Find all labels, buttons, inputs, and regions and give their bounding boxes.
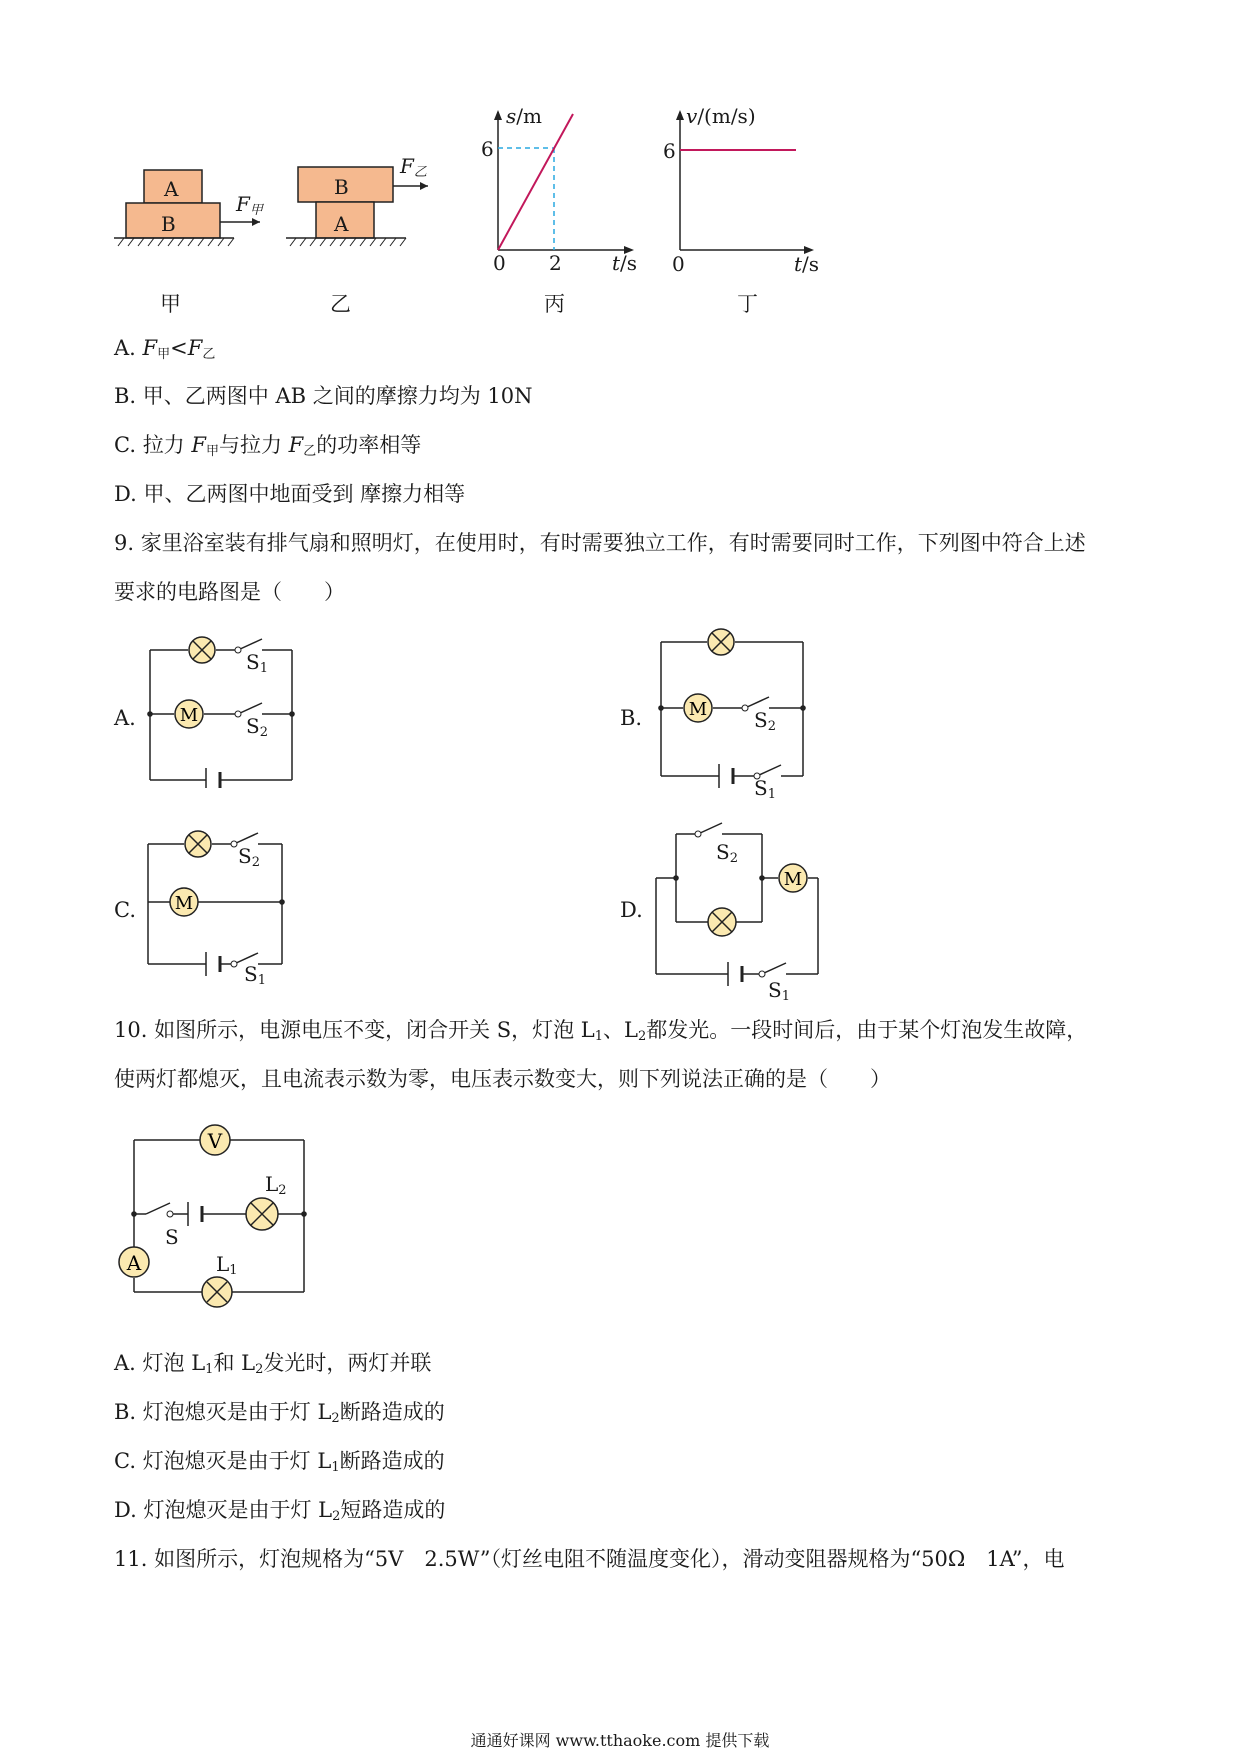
caption-yi: 乙 xyxy=(330,292,351,316)
q10-option-b: B. 灯泡熄灭是由于灯 $L_2$断路造成的 xyxy=(114,1400,445,1426)
q10-stem-line1: 10. 如图所示，电源电压不变，闭合开关 S，灯泡 $L_1$、$L_2$都发光。一段时间后，由于某个灯泡发生故障， xyxy=(114,1018,1088,1044)
graph-ding xyxy=(660,108,820,258)
q9-label-d: D. xyxy=(620,898,643,922)
y-tick: 6 xyxy=(663,139,676,163)
q9-stem-line1: 9. 家里浴室装有排气扇和照明灯，在使用时，有时需要独立工作，有时需要同时工作，下列图中符合上述 xyxy=(114,531,1086,555)
ammeter-label: A xyxy=(126,1251,142,1275)
axis-label-v: v/(m/s) xyxy=(686,104,756,128)
q9-label-a: A. xyxy=(114,706,136,730)
force-label-yi: $F_乙$ xyxy=(400,154,427,180)
q8-option-d: D. 甲、乙两图中地面受到 摩擦力相等 xyxy=(114,482,466,506)
switch-label-s1: $S_1$ xyxy=(768,978,790,1004)
switch-label-s2: $S_2$ xyxy=(716,840,738,866)
switch-label-s1: $S_1$ xyxy=(246,650,268,676)
q9-label-b: B. xyxy=(620,706,643,730)
switch-label-s2: $S_2$ xyxy=(238,844,260,870)
q9-circuit-b xyxy=(655,622,825,792)
force-label-jia: $F_甲$ xyxy=(236,192,263,218)
motor-label: M xyxy=(174,893,194,914)
q9-circuit-d xyxy=(650,810,830,1000)
q10-circuit xyxy=(112,1120,322,1320)
switch-label-s2: $S_2$ xyxy=(246,714,268,740)
q9-stem-line2: 要求的电路图是（ ） xyxy=(114,580,345,604)
q8-option-b: B. 甲、乙两图中 AB 之间的摩擦力均为 10N xyxy=(114,384,533,408)
switch-label-s1: $S_1$ xyxy=(244,962,266,988)
origin: 0 xyxy=(672,252,685,276)
q9-circuit-c xyxy=(140,822,310,982)
lamp1-label: $L_1$ xyxy=(216,1252,238,1278)
q9-circuit-a xyxy=(140,628,310,788)
block-label: A xyxy=(334,212,349,236)
voltmeter-label: V xyxy=(207,1129,223,1153)
q10-stem-line2: 使两灯都熄灭，且电流表示数为零，电压表示数变大，则下列说法正确的是（ ） xyxy=(114,1067,891,1091)
block-label: A xyxy=(164,177,179,201)
graph-bing xyxy=(480,108,640,258)
motor-label: M xyxy=(179,705,199,726)
axis-label-t: t/s xyxy=(612,251,638,275)
q10-option-a: A. 灯泡 $L_1$和 $L_2$发光时，两灯并联 xyxy=(114,1351,432,1377)
q10-option-d: D. 灯泡熄灭是由于灯 $L_2$短路造成的 xyxy=(114,1498,446,1524)
axis-label-s: s/m xyxy=(506,104,542,128)
q8-option-a: A. $F_甲<F_乙$ xyxy=(114,336,216,362)
lamp2-label: $L_2$ xyxy=(265,1172,287,1198)
caption-ding: 丁 xyxy=(737,292,758,316)
origin: 0 xyxy=(493,251,506,275)
switch-label-s1: $S_1$ xyxy=(754,776,776,802)
block-label: B xyxy=(334,175,349,199)
q11-stem-line1: 11. 如图所示，灯泡规格为“5V 2.5W”（灯丝电阻不随温度变化），滑动变阻器规格为“50Ω 1A”，电 xyxy=(114,1547,1065,1571)
q10-option-c: C. 灯泡熄灭是由于灯 $L_1$断路造成的 xyxy=(114,1449,445,1475)
motor-label: M xyxy=(688,699,708,720)
page-footer: 通通好课网 www.tthaoke.com 提供下载 xyxy=(470,1731,770,1750)
caption-bing: 丙 xyxy=(544,292,565,316)
s-t-line xyxy=(498,114,573,250)
axis-label-t: t/s xyxy=(794,252,820,276)
switch-label-s2: $S_2$ xyxy=(754,708,776,734)
q8-option-c: C. 拉力 $F_甲$与拉力 $F_乙$的功率相等 xyxy=(114,433,422,459)
y-tick: 6 xyxy=(481,137,494,161)
caption-jia: 甲 xyxy=(160,292,181,316)
switch-label-s: S xyxy=(165,1225,179,1249)
q9-label-c: C. xyxy=(114,898,136,922)
x-tick: 2 xyxy=(549,251,562,275)
block-label: B xyxy=(161,212,176,236)
motor-label: M xyxy=(783,869,803,890)
